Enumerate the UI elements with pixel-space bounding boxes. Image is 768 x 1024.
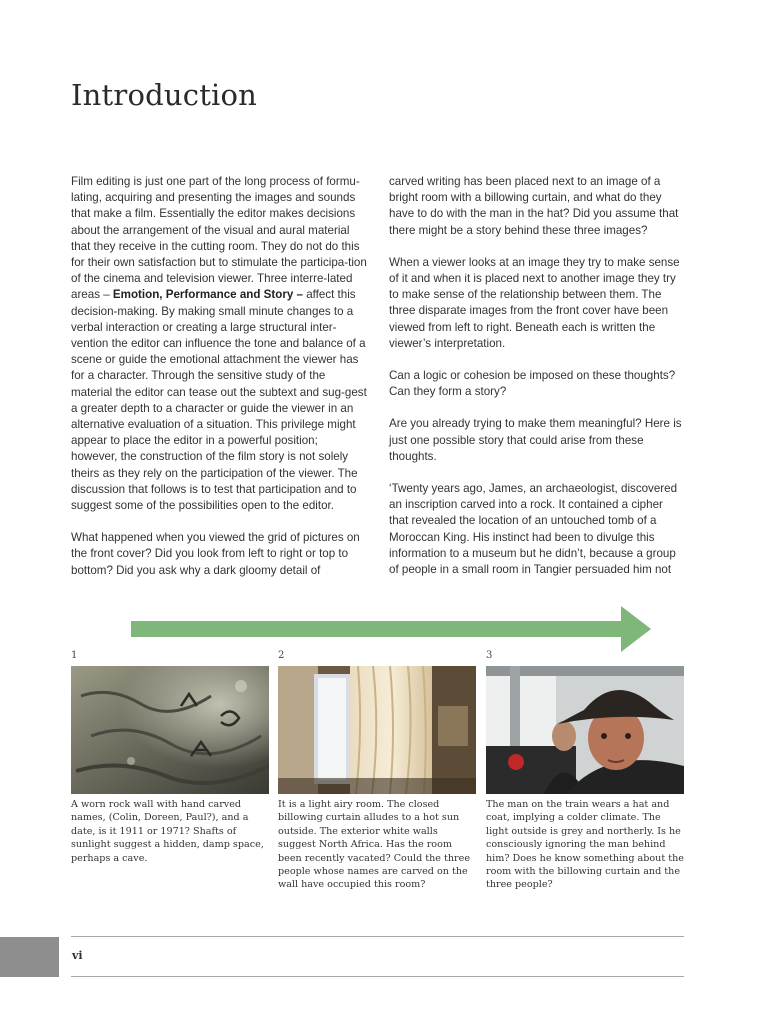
figure-number: 3 — [486, 650, 493, 661]
emphasis-text: Emotion, Performance and Story – — [112, 288, 303, 302]
body-paragraph: What happened when you viewed the grid of pictures on the front cover? Did you look from left to right or top to bottom? Did you ask why a dark gloomy detail of — [71, 531, 360, 577]
figure-caption: It is a light airy room. The closed billowing curtain alludes to a hot sun outside. The exterior white walls suggest North Africa. Has the room been recently vacated? Could the three people whose names are carved on the wall have occupied this room? — [278, 799, 471, 891]
figure-2 — [278, 648, 476, 892]
figure-caption: The man on the train wears a hat and coat, implying a colder climate. The light outside is grey and northerly. Is he consciously ignoring the man behind him? Does he know something about the room with the billowing curtain and the three people? — [486, 799, 684, 891]
figure-number: 2 — [278, 650, 285, 661]
figure-3 — [486, 648, 684, 892]
footer-rule-top — [71, 936, 684, 937]
figure-number: 1 — [71, 650, 78, 661]
body-paragraph: Are you already trying to make them meaningful? Here is just one possible story that could arise from these thoughts. — [389, 417, 682, 463]
reading-direction-arrow-icon — [131, 606, 651, 652]
carved-rock-photo — [71, 666, 269, 794]
footer-tab — [0, 937, 59, 977]
page-number: vi — [72, 949, 83, 962]
body-paragraph: carved writing has been placed next to an image of a bright room with a billowing curtain, and what do they have to do with the man in the hat? Did you assume that there might be a story behind these three images? — [389, 175, 679, 237]
body-paragraph: ‘Twenty years ago, James, an archaeologist, discovered an inscription carved into a rock. It contained a cipher that revealed the location of an untouched tomb of a Moroccan King. His instinct had been to divulge this information to a museum but he didn’t, because a group of people in a small room in Tangier persuaded him not — [389, 482, 678, 577]
figure-caption: A worn rock wall with hand carved names, (Colin, Doreen, Paul?), and a date, is it 1911 or 1971? Shafts of sunlight suggest a hidden, damp space, perhaps a cave. — [71, 799, 264, 864]
left-column — [71, 174, 367, 595]
body-paragraph: Can a logic or cohesion be imposed on these thoughts? Can they form a story? — [389, 369, 676, 399]
right-column — [389, 174, 685, 594]
body-paragraph: When a viewer looks at an image they try to make sense of it and when it is placed next to another image they try to make sense of the relationship between them. The three disparate images from the front cover have been viewed from left to right. Beneath each is written the viewer’s interpretation. — [389, 255, 680, 350]
figure-1 — [71, 648, 269, 865]
paragraph-text: affect this decision-making. By making small minute changes to a verbal interaction or creating a large structural inter-vention the editor can influence the tone and balance of a scene or guide the emotional attachment the viewer has for a character. Through the sensitive study of the material the editor can tease out the subtext and sug-gest a greater depth to a character or guide the viewer in an alternative evaluation of a situation. This privilege might appear to place the editor in a powerful position; however, the construction of the film story is not solely theirs as they rely on the participation of the viewer. The discussion that follows is to test that participation and to suggest some of the possibilities open to the editor. — [71, 288, 367, 513]
page-title: Introduction — [71, 78, 258, 112]
curtain-room-photo — [278, 666, 476, 794]
footer-rule-bottom — [71, 976, 684, 977]
man-in-hat-photo — [486, 666, 684, 794]
paragraph-text: Film editing is just one part of the long process of formu-lating, acquiring and presenting the images and sounds that make a film. Essentially the editor makes decisions about the arrangement of the visual and aural material that they receive in the cutting room. They do not do this for their own satisfaction but to stimulate the participa-tion of the cinema and television viewer. Three interre-lated areas – — [71, 175, 367, 302]
body-paragraph — [71, 174, 367, 514]
